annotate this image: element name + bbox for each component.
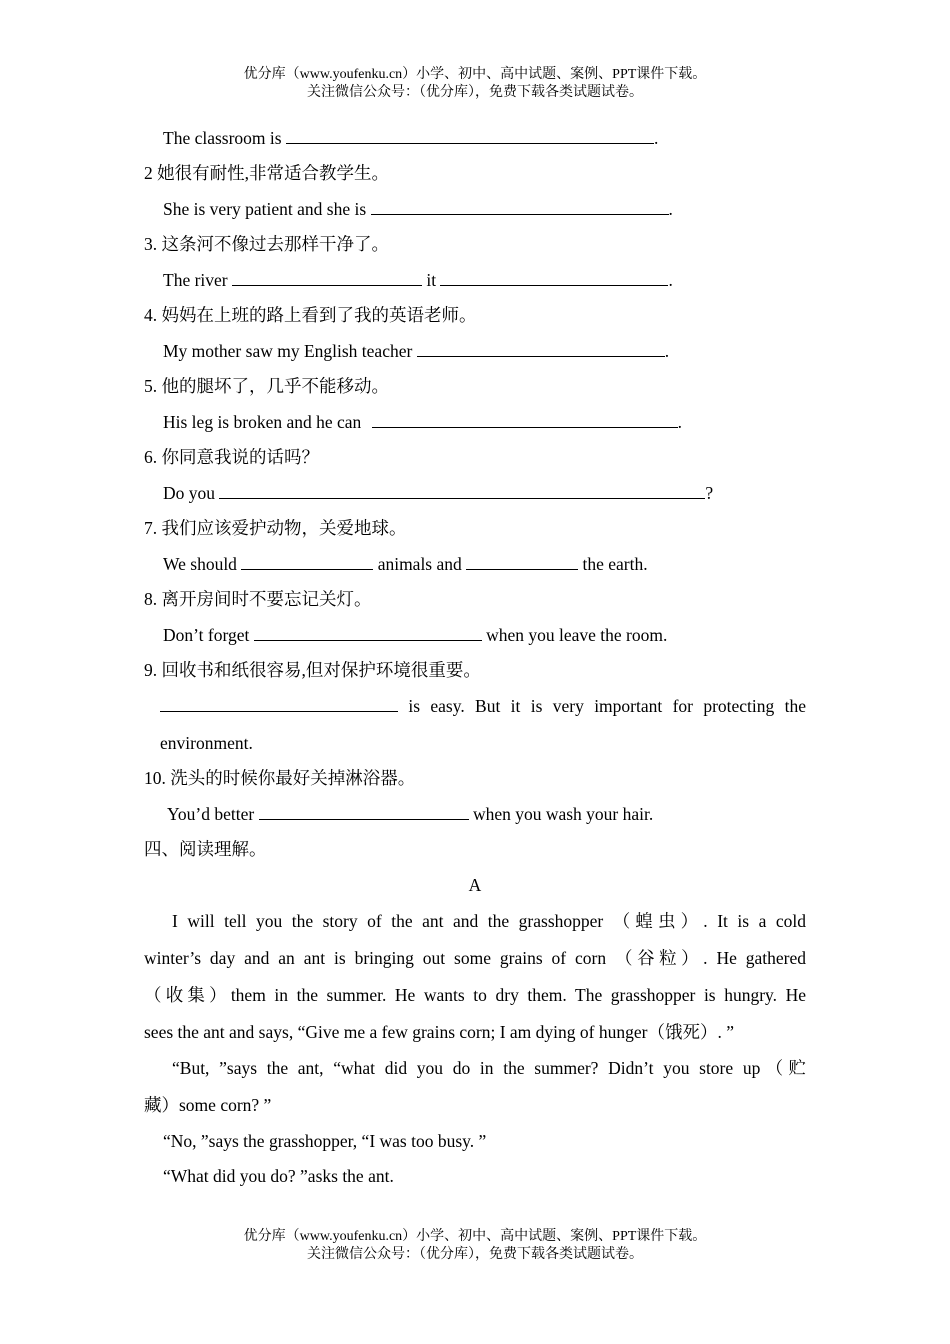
answer-line-9: is easy. But it is very important for protecting the: [160, 695, 806, 717]
answer-blank[interactable]: [417, 342, 665, 357]
answer-blank[interactable]: [466, 555, 578, 570]
answer-line-6: Do you ?: [163, 483, 714, 503]
passage-label: A: [468, 875, 482, 895]
answer-blank[interactable]: [254, 626, 482, 641]
passage-line: “But, ”says the ant, “what did you do in the summer? Didn’t you store up（贮: [172, 1058, 806, 1078]
question-10-chinese: 10. 洗头的时候你最好关掉淋浴器。: [144, 768, 416, 788]
answer-blank[interactable]: [372, 413, 678, 428]
answer-line-5: His leg is broken and he can .: [163, 412, 683, 432]
section-title: 四、阅读理解。: [144, 839, 267, 859]
passage-line: sees the ant and says, “Give me a few grains corn; I am dying of hunger（饿死）. ”: [144, 1022, 734, 1042]
answer-blank[interactable]: [440, 271, 668, 286]
answer-blank[interactable]: [259, 805, 469, 820]
answer-line-1: The classroom is .: [163, 128, 659, 148]
header-line-2: 关注微信公众号：（优分库），免费下载各类试题试卷。: [307, 85, 643, 100]
page-footer: [0, 1228, 950, 1264]
header-line-1: 优分库（www.youfenku.cn）小学、初中、高中试题、案例、PPT课件下载。: [243, 67, 707, 82]
answer-line-7: We should animals and the earth.: [163, 554, 648, 574]
answer-blank[interactable]: [286, 129, 654, 144]
question-5-chinese: 5. 他的腿坏了，几乎不能移动。: [144, 376, 389, 396]
passage-line: （收集）them in the summer. He wants to dry them. The grasshopper is hungry. He: [144, 985, 806, 1005]
answer-line-9-continued: environment.: [160, 733, 253, 753]
answer-line-8: Don’t forget when you leave the room.: [163, 625, 668, 645]
answer-blank[interactable]: [371, 200, 669, 215]
passage-line: 藏）some corn? ”: [144, 1095, 272, 1115]
footer-line-1: 优分库（www.youfenku.cn）小学、初中、高中试题、案例、PPT课件下载。: [243, 1229, 707, 1244]
answer-line-3: The river it .: [163, 270, 673, 290]
question-9-chinese: 9. 回收书和纸很容易,但对保护环境很重要。: [144, 660, 481, 680]
answer-blank[interactable]: [232, 271, 422, 286]
question-4-chinese: 4. 妈妈在上班的路上看到了我的英语老师。: [144, 305, 477, 325]
passage-line: “No, ”says the grasshopper, “I was too busy. ”: [163, 1131, 487, 1151]
question-6-chinese: 6. 你同意我说的话吗？: [144, 447, 319, 467]
passage-line: winter’s day and an ant is bringing out some grains of corn （谷粒）. He gathered: [144, 948, 806, 968]
question-2-chinese: 2 她很有耐性,非常适合教学生。: [144, 163, 389, 183]
answer-line-2: She is very patient and she is .: [163, 199, 673, 219]
answer-blank[interactable]: [160, 697, 398, 712]
answer-blank[interactable]: [219, 484, 705, 499]
passage-line: I will tell you the story of the ant and the grasshopper （蝗虫）. It is a cold: [172, 911, 806, 931]
question-3-chinese: 3. 这条河不像过去那样干净了。: [144, 234, 389, 254]
question-8-chinese: 8. 离开房间时不要忘记关灯。: [144, 589, 372, 609]
passage-line: “What did you do? ”asks the ant.: [163, 1166, 394, 1186]
answer-line-4: My mother saw my English teacher .: [163, 341, 670, 361]
page-header: [0, 66, 950, 102]
answer-blank[interactable]: [241, 555, 373, 570]
answer-line-10: You’d better when you wash your hair.: [167, 804, 654, 824]
footer-line-2: 关注微信公众号：（优分库），免费下载各类试题试卷。: [307, 1247, 643, 1262]
question-7-chinese: 7. 我们应该爱护动物，关爱地球。: [144, 518, 407, 538]
